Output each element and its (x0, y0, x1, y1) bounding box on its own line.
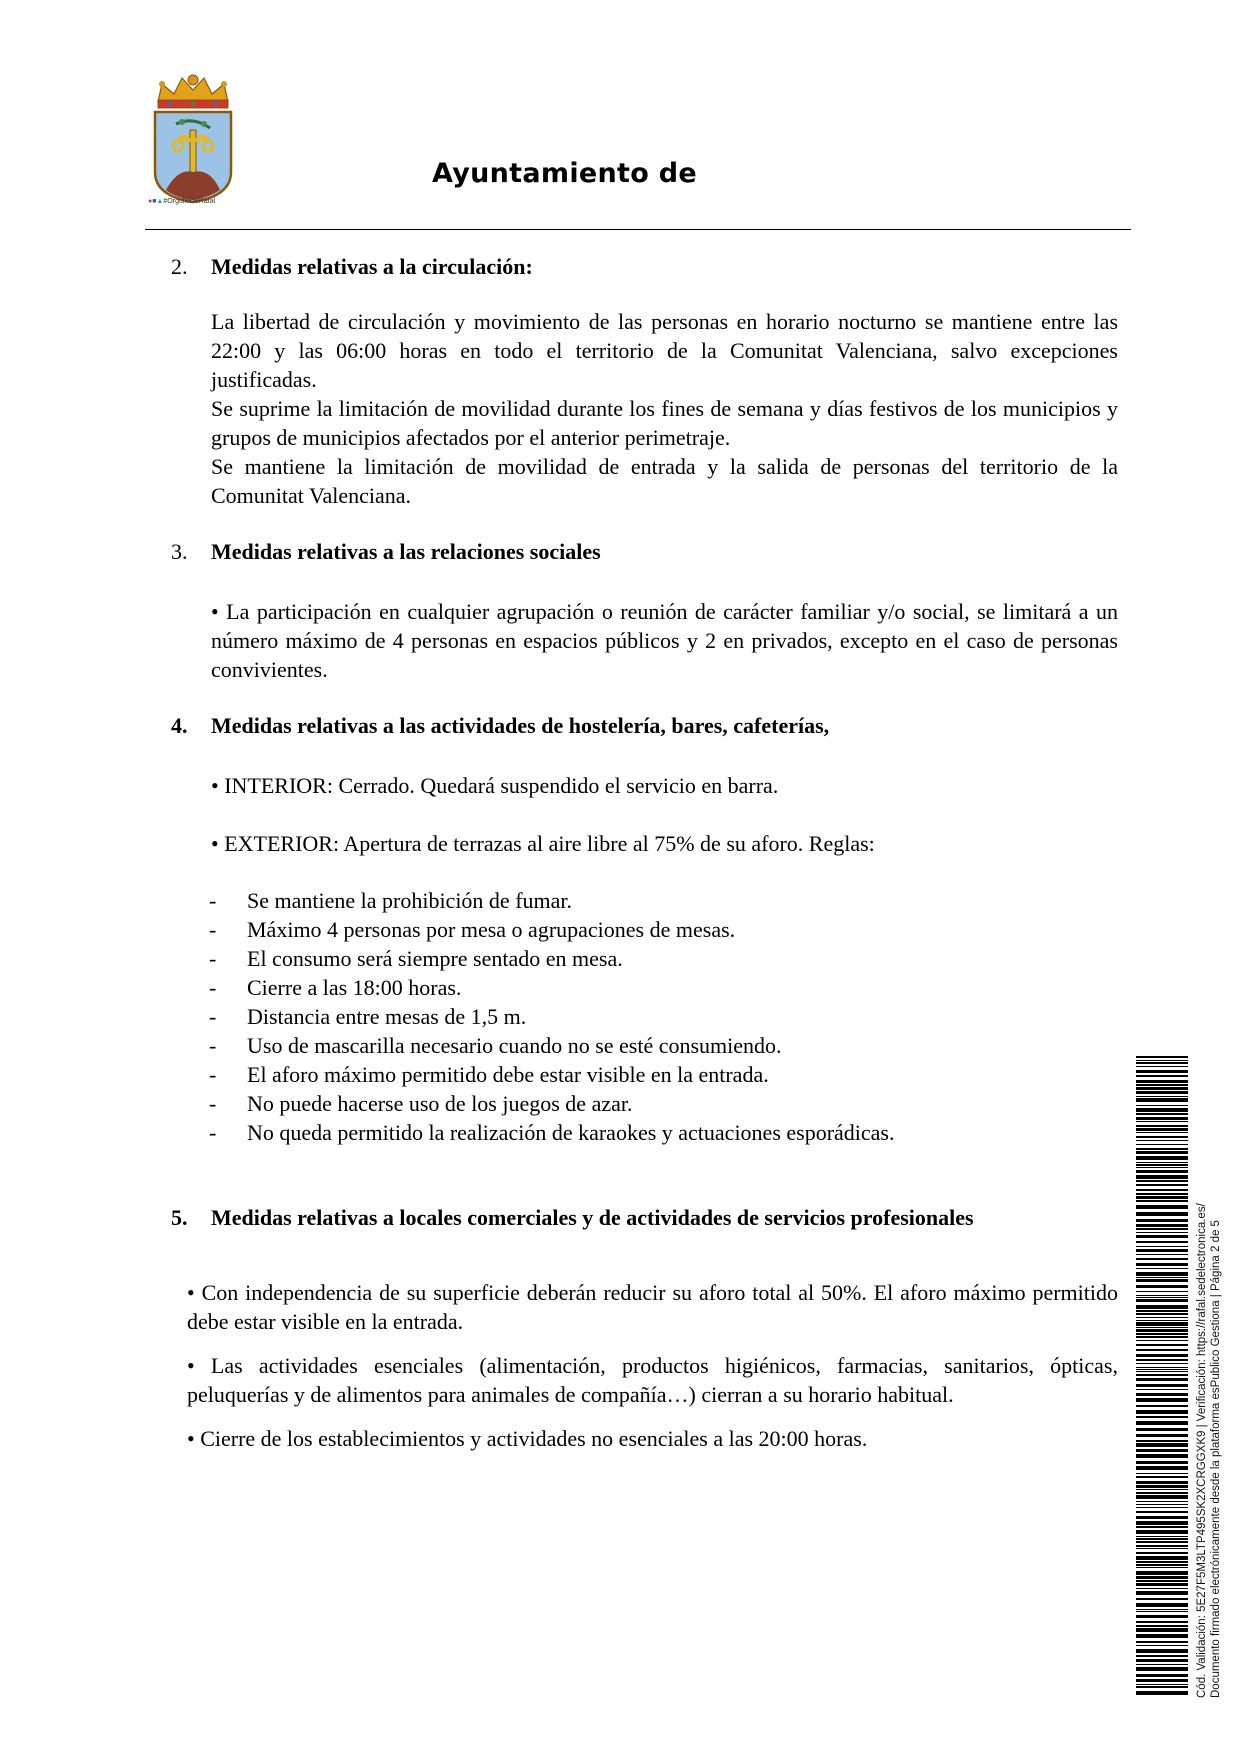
paragraph: • Cierre de los establecimientos y actividades no esenciales a las 20:00 horas. (187, 1426, 868, 1451)
section-5-heading (171, 1205, 974, 1231)
section-number: 2. (171, 254, 188, 279)
section-number: 5. (171, 1205, 188, 1230)
list-item: - No puede hacerse uso de los juegos de azar. (209, 1089, 1109, 1118)
list-item: - Se mantiene la prohibición de fumar. (209, 886, 1109, 915)
terrace-rules-list (209, 886, 1109, 1147)
section-2-heading (171, 254, 533, 280)
section-title: Medidas relativas a las relaciones sociales (211, 539, 601, 564)
paragraph: • Con independencia de su superficie deberán reducir su aforo total al 50%. El aforo máximo permitido debe estar visible en la entrada. (187, 1280, 1118, 1334)
list-item: - Máximo 4 personas por mesa o agrupaciones de mesas. (209, 915, 1109, 944)
section-3-heading (171, 539, 601, 565)
section-5-body (187, 1278, 1118, 1453)
paragraph: Se mantiene la limitación de movilidad de entrada y la salida de personas del territorio de la Comunitat Valenciana. (211, 454, 1118, 508)
list-item: - Uso de mascarilla necesario cuando no se esté consumiendo. (209, 1031, 1109, 1060)
section-title: Medidas relativas a la circulación: (211, 254, 533, 279)
social-icons: ● (148, 198, 153, 205)
page-title: Ayuntamiento de (432, 158, 698, 189)
section-number: 4. (171, 713, 188, 738)
paragraph: • INTERIOR: Cerrado. Quedará suspendido el servicio en barra. (211, 773, 779, 798)
list-item: - El aforo máximo permitido debe estar visible en la entrada. (209, 1060, 1109, 1089)
logo-hashtag: ●■▲#OrgulloDeRafal (148, 198, 216, 205)
paragraph: La libertad de circulación y movimiento de las personas en horario nocturno se mantiene entre las 22:00 y las 06:00 horas en todo el territorio de la Comunitat Valenciana, salvo excepciones justificadas. (211, 309, 1118, 392)
section-title: Medidas relativas a las actividades de hostelería, bares, cafeterías, (211, 713, 830, 738)
barcode-icon (1136, 1056, 1188, 1698)
section-2-body (211, 307, 1118, 510)
signature-line: Documento firmado electrónicamente desde la plataforma esPublico Gestiona | Página 2 de 5 (1210, 1220, 1222, 1698)
section-4-heading (171, 713, 829, 739)
paragraph: Se suprime la limitación de movilidad durante los fines de semana y días festivos de los municipios y grupos de municipios afectados por el anterior perimetraje. (211, 396, 1118, 450)
paragraph: • EXTERIOR: Apertura de terrazas al aire libre al 75% de su aforo. Reglas: (211, 831, 875, 856)
section-number: 3. (171, 539, 188, 564)
verification-line: Cód. Validación: 5E27F5M3LTP495SK2XCRGGXK9 | Verificación: https://rafal.sedelectronica.es/ (1196, 1203, 1208, 1698)
exterior-rule (211, 829, 1118, 858)
paragraph: • La participación en cualquier agrupación o reunión de carácter familiar y/o social, se limitará a un número máximo de 4 personas en espacios públicos y 2 en privados, excepto en el caso de personas convivientes. (211, 599, 1118, 682)
verification-stamp (1195, 1058, 1223, 1698)
list-item: - El consumo será siempre sentado en mesa. (209, 944, 1109, 973)
section-title: Medidas relativas a locales comerciales y de actividades de servicios profesionales (211, 1205, 974, 1230)
list-item: - Cierre a las 18:00 horas. (209, 973, 1109, 1002)
list-item: - Distancia entre mesas de 1,5 m. (209, 1002, 1109, 1031)
section-3-body (211, 597, 1118, 684)
header-divider (145, 229, 1131, 230)
list-item: - No queda permitido la realización de karaokes y actuaciones esporádicas. (209, 1118, 1109, 1147)
paragraph: • Las actividades esenciales (alimentación, productos higiénicos, farmacias, sanitarios, ópticas, peluquerías y de alimentos para animales de compañía…) cierran a su horario habitual. (187, 1353, 1118, 1407)
interior-rule (211, 771, 1118, 800)
coat-of-arms-icon (148, 72, 238, 210)
